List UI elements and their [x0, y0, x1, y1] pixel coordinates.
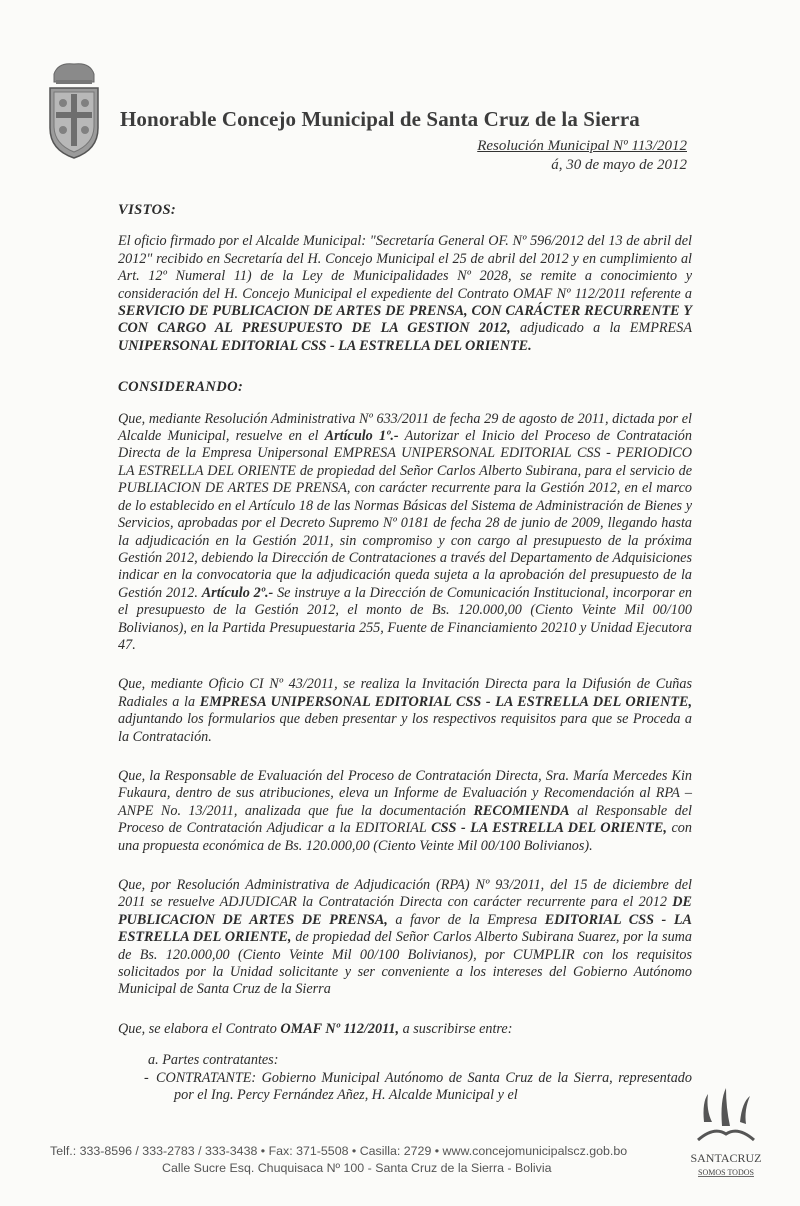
- text-run: Autorizar el Inicio del Proceso de Contratación Directa de la Empresa Unipersonal EMPRESA UNIPERSONAL EDITORIAL CSS - PERIODICO LA ESTRELLA DEL ORIENTE de propiedad del Señor Carlos Alberto Subirana, para el servicio de PUBLIACION DE ARTES DE PRENSA, con carácter recurrente para la Gestión 2012, en el marco de lo establecido en el Artículo 18 de las Normas Básicas del Sistema de Administración de Bienes y Servicios, aprobadas por el Decreto Supremo Nº 0181 de fecha 28 de junio de 2009, llegando hasta la adjudicación en la Gestión 2011, sin compromiso y con cargo al presupuesto de la próxima Gestión 2012, debiendo la Dirección de Contrataciones a través del Departamento de Adquisiciones indicar en la convocatoria que la adjudicación queda sujeta a la aprobación del presupuesto de la Gestión 2012.: [118, 428, 692, 601]
- dash-marker: -: [144, 1069, 149, 1086]
- logo-text-main: SANTACRUZ: [690, 1151, 762, 1165]
- bold-run: Artículo 2º.-: [201, 584, 274, 601]
- text-run: Que, por Resolución Administrativa de Adjudicación (RPA) Nº 93/2011, del 15 de diciembre del 2011 se resuelve ADJUDICAR la Contratación Directa con carácter recurrente para el 2012: [118, 877, 692, 911]
- vistos-paragraph: [118, 233, 692, 355]
- considerando-paragraph-3: [118, 768, 692, 855]
- text-run: de propiedad del Señor Carlos Alberto Subirana Suarez, por la suma de Bs. 120.000,00 (Ciento Veinte Mil 00/100 Bolivianos), por CUMPLIR con los requisitos solicitados por la Unidad solicitante y ser conveniente a los intereses del Gobierno Autónomo Municipal de Santa Cruz de la Sierra: [118, 929, 693, 998]
- vistos-heading: VISTOS:: [118, 202, 177, 218]
- document-body: [118, 202, 692, 1104]
- text-run: CONTRATANTE: Gobierno Municipal Autónomo de Santa Cruz de la Sierra, representado por el Ing. Percy Fernández Añez, H. Alcalde Municipal y el: [156, 1069, 692, 1104]
- organization-title: Honorable Concejo Municipal de Santa Cruz de la Sierra: [120, 107, 640, 131]
- list-item-parties: a. Partes contratantes:: [148, 1052, 279, 1069]
- bold-run: EDITORIAL CSS - LA ESTRELLA DEL ORIENTE,: [118, 911, 692, 946]
- list-item-contratante: [118, 1070, 692, 1105]
- text-run: Que, mediante Resolución Administrativa Nº 633/2011 de fecha 29 de agosto de 2011, dictada por el Alcalde Municipal, resuelve en el: [118, 410, 692, 445]
- logo-text-slogan: SOMOS TODOS: [698, 1168, 754, 1177]
- text-run: a favor de la Empresa: [387, 911, 545, 928]
- footer-address: Calle Sucre Esq. Chuquisaca Nº 100 - Santa Cruz de la Sierra - Bolivia: [162, 1161, 552, 1175]
- bold-run: SERVICIO DE PUBLICACION DE ARTES DE PRENSA, CON CARÁCTER RECURRENTE Y CON CARGO AL PRESUPUESTO DE LA GESTION 2012,: [118, 303, 692, 337]
- text-run: con una propuesta económica de Bs. 120.000,00 (Ciento Veinte Mil 00/100 Bolivianos).: [118, 820, 692, 854]
- text-run: a suscribirse entre:: [399, 1020, 513, 1037]
- considerando-paragraph-4: [118, 877, 692, 999]
- text-run: al Responsable del Proceso de Contratación Adjudicar a la EDITORIAL: [118, 802, 692, 837]
- bold-run: OMAF Nº 112/2011,: [280, 1020, 400, 1037]
- considerando-paragraph-1: [118, 411, 692, 655]
- text-run: adjuntando los formularios que deben presentar y los respectivos requisitos para que se Proceda a la Contratación.: [118, 711, 692, 745]
- bold-run: CSS - LA ESTRELLA DEL ORIENTE,: [431, 820, 667, 837]
- bold-run: DE PUBLICACION DE ARTES DE PRENSA,: [118, 894, 692, 928]
- resolution-number: Resolución Municipal Nº 113/2012: [477, 138, 687, 154]
- bold-run: RECOMIENDA: [473, 802, 570, 819]
- considerando-heading: CONSIDERANDO:: [118, 379, 244, 396]
- text-run: Se instruye a la Dirección de Comunicación Institucional, incorporar en el presupuesto de la Gestión 2012, el monto de Bs. 120.000,00 (Ciento Veinte Mil 00/100 Bolivianos), en la Partida Presupuestaria 255, Fuente de Financiamiento 20210 y Unidad Ejecutora 47.: [118, 584, 693, 653]
- considerando-paragraph-2: [118, 676, 692, 746]
- coat-of-arms-icon: [44, 58, 104, 160]
- resolution-date: á, 30 de mayo de 2012: [551, 157, 687, 173]
- text-run: Que, se elabora el Contrato: [118, 1020, 281, 1037]
- bold-run: UNIPERSONAL EDITORIAL CSS - LA ESTRELLA DEL ORIENTE.: [118, 337, 532, 354]
- santa-cruz-logo-icon: [684, 1082, 768, 1182]
- bold-run: Artículo 1º.-: [324, 428, 399, 445]
- text-run: El oficio firmado por el Alcalde Municipal: "Secretaría General OF. Nº 596/2012 del 13 de abril del 2012" recibido en Secretaría del H. Concejo Municipal el 25 de abril del 2012 y en cumplimiento al Art. 12º Numeral 11) de la Ley de Municipalidades Nº 2028, se remite a conocimiento y consideración del H. Concejo Municipal el expediente del Contrato OMAF Nº 112/2011 referente a: [118, 233, 692, 302]
- footer-contact-info: Telf.: 333-8596 / 333-2783 / 333-3438 • Fax: 371-5508 • Casilla: 2729 • www.concejomunicipalscz.gob.bo: [50, 1144, 628, 1158]
- text-run: Que, mediante Oficio CI Nº 43/2011, se realiza la Invitación Directa para la Difusión de Cuñas Radiales a la: [118, 676, 692, 710]
- considerando-paragraph-5: [118, 1021, 692, 1038]
- text-run: Que, la Responsable de Evaluación del Proceso de Contratación Directa, Sra. María Mercedes Kin Fukaura, dentro de sus atribuciones, eleva un Informe de Evaluación y Recomendación al RPA – ANPE No. 13/2011, analizada que fue la documentación: [118, 767, 692, 819]
- bold-run: EMPRESA UNIPERSONAL EDITORIAL CSS - LA ESTRELLA DEL ORIENTE,: [199, 693, 693, 710]
- text-run: adjudicado a la EMPRESA: [510, 320, 692, 337]
